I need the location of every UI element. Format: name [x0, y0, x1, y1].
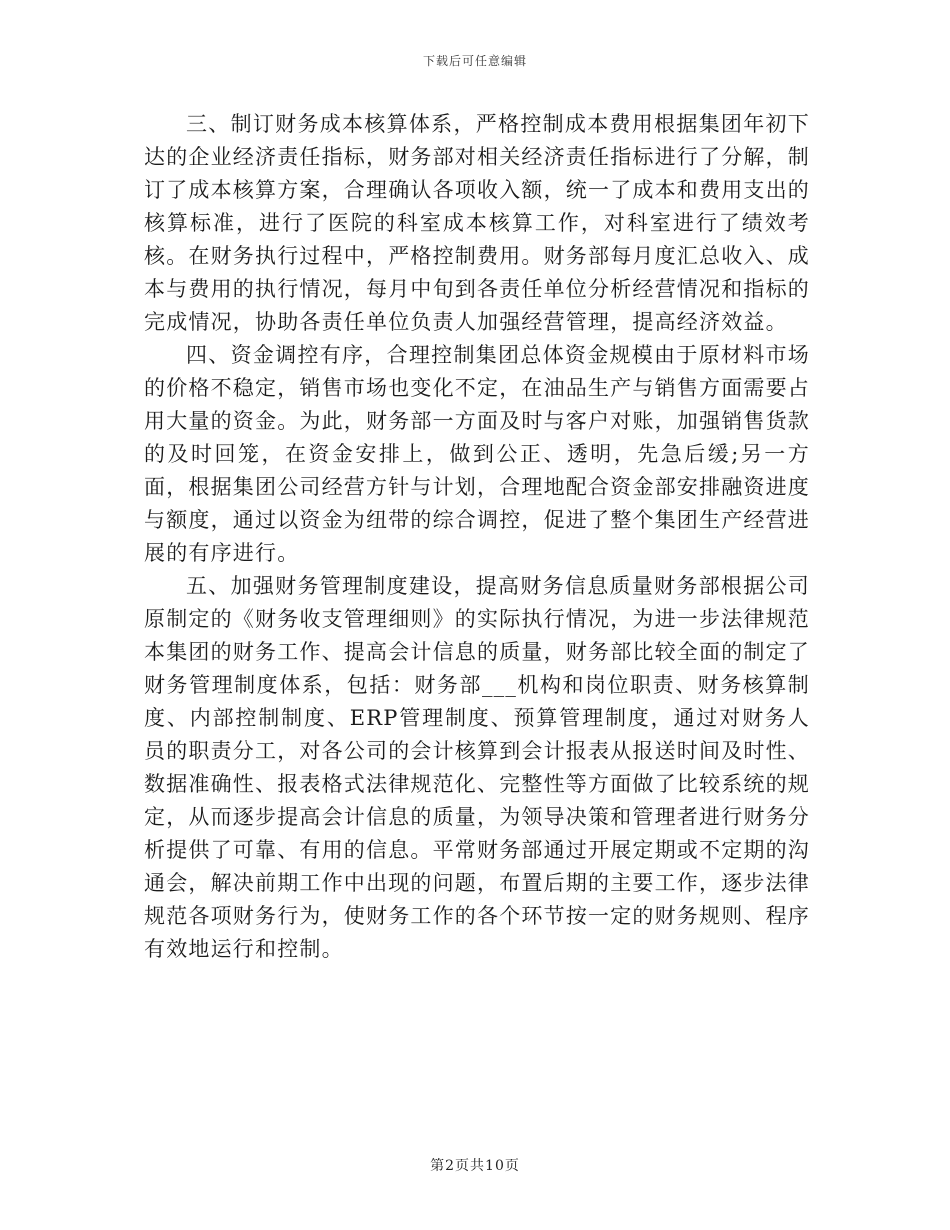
page-number: 第2页共10页 — [430, 1158, 520, 1174]
paragraph-cost-accounting: 三、制订财务成本核算体系，严格控制成本费用根据集团年初下达的企业经济责任指标，财务部对相关经济责任指标进行了分解，制订了成本核算方案，合理确认各项收入额，统一了成本和费用支出的核算标准，进行了医院的科室成本核算工作，对科室进行了绩效考核。在财务执行过程中，严格控制费用。财务部每月度汇总收入、成本与费用的执行情况，每月中旬到各责任单位分析经营情况和指标的完成情况，协助各责任单位负责人加强经营管理，提高经济效益。 — [144, 112, 810, 334]
page-header: 下载后可任意编辑 — [422, 54, 527, 68]
paragraph-fund-control: 四、资金调控有序，合理控制集团总体资金规模由于原材料市场的价格不稳定，销售市场也变化不定，在油品生产与销售方面需要占用大量的资金。为此，财务部一方面及时与客户对账，加强销售货款的及时回笼，在资金安排上，做到公正、透明，先急后缓;另一方面，根据集团公司经营方针与计划，合理地配合资金部安排融资进度与额度，通过以资金为纽带的综合调控，促进了整个集团生产经营进展的有序进行。 — [144, 343, 810, 565]
document-body — [144, 108, 810, 966]
paragraph-management-system: 五、加强财务管理制度建设，提高财务信息质量财务部根据公司原制定的《财务收支管理细则》的实际执行情况，为进一步法律规范本集团的财务工作、提高会计信息的质量，财务部比较全面的制定了财务管理制度体系，包括：财务部___机构和岗位职责、财务核算制度、内部控制制度、ERP管理制度、预算管理制度，通过对财务人员的职责分工，对各公司的会计核算到会计报表从报送时间及时性、数据准确性、报表格式法律规范化、完整性等方面做了比较系统的规定，从而逐步提高会计信息的质量，为领导决策和管理者进行财务分析提供了可靠、有用的信息。平常财务部通过开展定期或不定期的沟通会，解决前期工作中出现的问题，布置后期的主要工作，逐步法律规范各项财务行为，使财务工作的各个环节按一定的财务规则、程序有效地运行和控制。 — [144, 574, 810, 961]
